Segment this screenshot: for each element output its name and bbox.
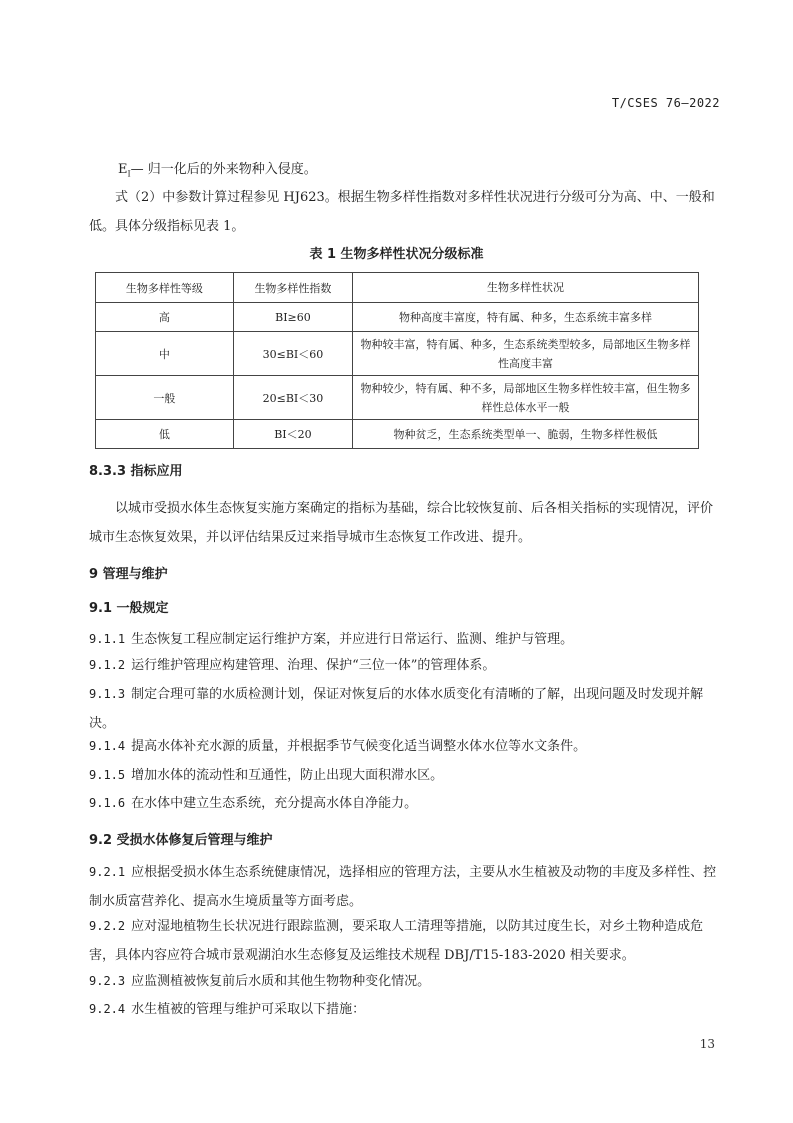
table-cell-level: 低	[96, 420, 234, 449]
clause-9-1-3	[89, 680, 721, 738]
table-cell-level: 一般	[96, 376, 234, 420]
section-heading-9: 9 管理与维护	[89, 567, 168, 582]
section-8-3-3-paragraph: 以城市受损水体生态恢复实施方案确定的指标为基础，综合比较恢复前、后各相关指标的实现情况，评价城市生态恢复效果，并以评估结果反过来指导城市生态恢复工作改进、提升。	[89, 501, 714, 545]
clause-number: 9.1.4	[89, 739, 126, 753]
clause-text: 应根据受损水体生态系统健康情况，选择相应的管理方法，主要从水生植被及动物的丰度及多样性、控制水质富营养化、提高水生境质量等方面考虑。	[89, 865, 717, 909]
table-header-row	[96, 273, 699, 303]
clause-9-1-4	[89, 732, 721, 761]
clause-number: 9.2.3	[89, 974, 126, 988]
clause-number: 9.1.6	[89, 796, 126, 810]
clause-9-2-3	[89, 967, 721, 996]
clause-number: 9.1.5	[89, 768, 126, 782]
table-cell-level: 中	[96, 332, 234, 376]
clause-9-2-1	[89, 858, 721, 916]
table-row	[96, 303, 699, 332]
table-cell-index: BI＜20	[233, 420, 352, 449]
table-cell-status: 物种较少，特有属、种不多，局部地区生物多样性较丰富，但生物多样性总体水平一般	[353, 376, 699, 420]
table-cell-status: 物种较丰富，特有属、种多，生态系统类型较多，局部地区生物多样性高度丰富	[353, 332, 699, 376]
clause-number: 9.1.1	[89, 632, 126, 646]
table-cell-index: 30≤BI＜60	[233, 332, 352, 376]
clause-text: 应监测植被恢复前后水质和其他生物物种变化情况。	[131, 974, 431, 989]
clause-number: 9.2.4	[89, 1002, 126, 1016]
table-row	[96, 332, 699, 376]
definition-line	[118, 158, 317, 179]
clause-9-1-5	[89, 761, 721, 790]
table-row	[96, 376, 699, 420]
table-cell-index: BI≥60	[233, 303, 352, 332]
intro-paragraph: 式（2）中参数计算过程参见 HJ623。根据生物多样性指数对多样性状况进行分级可分为高、中、一般和低。具体分级指标见表 1。	[89, 190, 715, 234]
section-heading-8-3-3: 8.3.3 指标应用	[89, 464, 183, 479]
clause-number: 9.1.3	[89, 687, 126, 701]
clause-text: 增加水体的流动性和互通性，防止出现大面积滞水区。	[131, 768, 444, 783]
clause-9-1-1	[89, 625, 721, 654]
clause-9-2-2	[89, 912, 721, 970]
biodiversity-grade-table	[95, 272, 699, 449]
clause-9-1-2	[89, 651, 721, 680]
clause-text: 水生植被的管理与维护可采取以下措施：	[131, 1002, 366, 1017]
section-heading-9-2: 9.2 受损水体修复后管理与维护	[89, 833, 273, 848]
definition-symbol: E	[118, 162, 128, 177]
table-cell-status: 物种贫乏，生态系统类型单一、脆弱，生物多样性极低	[353, 420, 699, 449]
clause-text: 运行维护管理应构建管理、治理、保护“三位一体”的管理体系。	[131, 658, 496, 673]
clause-number: 9.2.2	[89, 919, 126, 933]
clause-text: 应对湿地植物生长状况进行跟踪监测，要采取人工清理等措施，以防其过度生长，对乡土物种造成危害，具体内容应符合城市景观湖泊水生态修复及运维技术规程 DBJ/T15-183-2020 相关要求。	[89, 919, 704, 963]
clause-number: 9.1.2	[89, 658, 126, 672]
table-header-cell: 生物多样性等级	[96, 273, 234, 303]
definition-subscript: I	[127, 169, 131, 179]
table-row	[96, 420, 699, 449]
table-cell-index: 20≤BI＜30	[233, 376, 352, 420]
page-number: 13	[699, 1037, 715, 1051]
clause-text: 制定合理可靠的水质检测计划，保证对恢复后的水体水质变化有清晰的了解，出现问题及时发现并解决。	[89, 687, 704, 731]
clause-9-1-6	[89, 789, 721, 818]
table-caption: 表 1 生物多样性状况分级标准	[309, 247, 484, 262]
table-cell-status: 物种高度丰富度，特有属、种多，生态系统丰富多样	[353, 303, 699, 332]
clause-number: 9.2.1	[89, 865, 126, 879]
table-header-cell: 生物多样性指数	[233, 273, 352, 303]
clause-9-2-4	[89, 995, 721, 1024]
definition-text: — 归一化后的外来物种入侵度。	[130, 162, 317, 177]
section-heading-9-1: 9.1 一般规定	[89, 601, 169, 616]
table-header-cell: 生物多样性状况	[353, 273, 699, 303]
standard-code: T/CSES 76—2022	[611, 96, 720, 110]
table-cell-level: 高	[96, 303, 234, 332]
clause-text: 生态恢复工程应制定运行维护方案，并应进行日常运行、监测、维护与管理。	[131, 632, 574, 647]
clause-text: 在水体中建立生态系统，充分提高水体自净能力。	[131, 796, 418, 811]
clause-text: 提高水体补充水源的质量，并根据季节气候变化适当调整水体水位等水文条件。	[131, 739, 587, 754]
